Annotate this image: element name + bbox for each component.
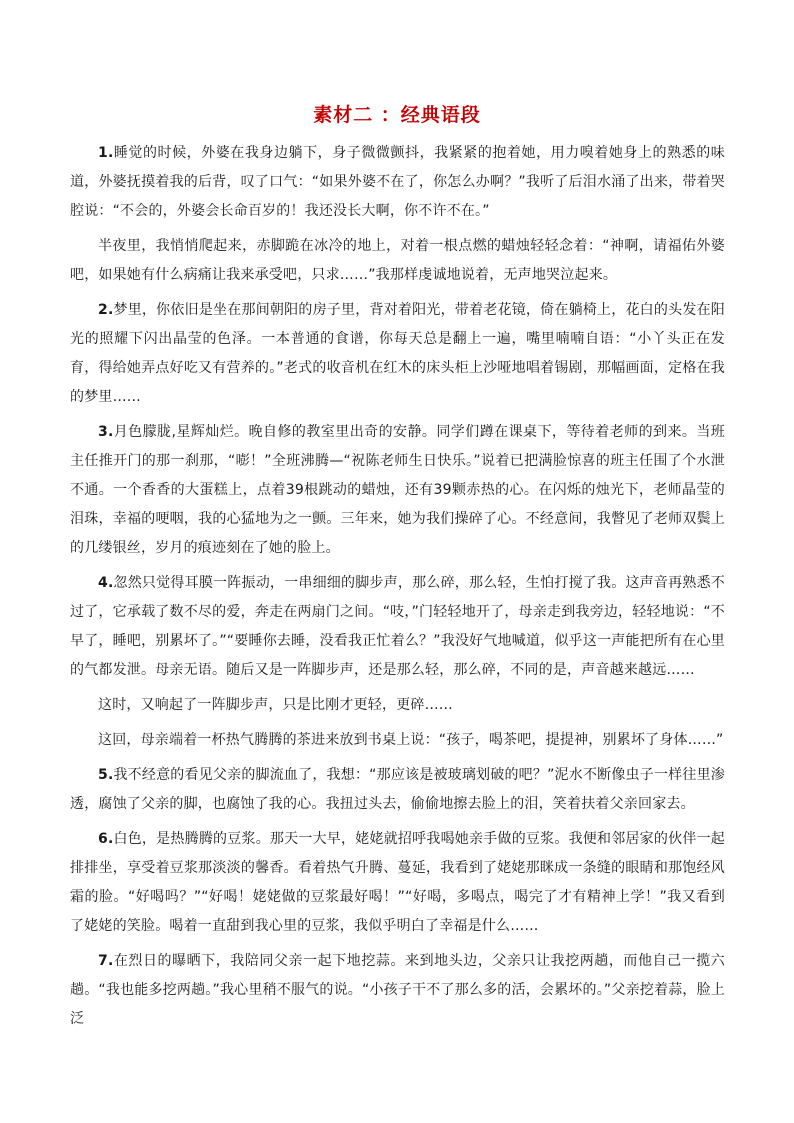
paragraph-text: 我不经意的看见父亲的脚流血了，我想：“那应该是被玻璃划破的吧？”泥水不断像虫子一样往里渗透，腐蚀了父亲的脚，也腐蚀了我的心。我扭过头去，偷偷地擦去脸上的泪，笑着扶着父亲回家去。: [70, 767, 725, 812]
paragraph-text: 忽然只觉得耳膜一阵振动，一串细细的脚步声，那么碎，那么轻，生怕打搅了我。这声音再熟悉不过了，它承载了数不尽的爱，奔走在两扇门之间。“吱，”门轻轻地开了，母亲走到我旁边，轻轻地说：“不早了，睡吧，别累坏了。”“要睡你去睡，没看我正忙着么？”我没好气地喊道，似乎这一声能把所有在心里的气都发泄。母亲无语。随后又是一阵脚步声，还是那么轻，那么碎，不同的是，声音越来越远……: [70, 575, 725, 678]
paragraph-1-continued: [70, 232, 725, 290]
paragraph-number: 3.: [98, 424, 114, 440]
paragraph-1: [70, 139, 725, 226]
paragraph-number: 7.: [98, 953, 114, 969]
paragraph-4-continued-b: [70, 726, 725, 755]
paragraph-5: [70, 761, 725, 819]
paragraph-text: 睡觉的时候，外婆在我身边躺下，身子微微颤抖，我紧紧的抱着她，用力嗅着她身上的熟悉的味道，外婆抚摸着我的后背，叹了口气：“如果外婆不在了，你怎么办啊？”我听了后泪水涌了出来，带着哭腔说：“不会的，外婆会长命百岁的！我还没长大啊，你不许不在。”: [70, 145, 725, 219]
paragraph-4-continued-a: [70, 691, 725, 720]
paragraph-text: 在烈日的曝晒下，我陪同父亲一起下地挖蒜。来到地头边，父亲只让我挖两趟，而他自己一揽六趟。“我也能多挖两趟。”我心里稍不服气的说。“小孩子干不了那么多的活，会累坏的。”父亲挖着蒜，脸上泛: [70, 953, 725, 1027]
paragraph-number: 2.: [98, 302, 114, 318]
paragraph-4: [70, 569, 725, 685]
paragraph-7: [70, 947, 725, 1034]
paragraph-6: [70, 825, 725, 941]
paragraph-text: 这时，又响起了一阵脚步声，只是比刚才更轻，更碎……: [98, 697, 453, 713]
paragraph-text: 白色，是热腾腾的豆浆。那天一大早，姥姥就招呼我喝她亲手做的豆浆。我便和邻居家的伙伴一起排排坐，享受着豆浆那淡淡的馨香。看着热气升腾、蔓延，我看到了姥姥那眯成一条缝的眼睛和那饱经风霜的脸。“好喝吗？”“好喝！姥姥做的豆浆最好喝！”“好喝，多喝点，喝完了才有精神上学！”我又看到了姥姥的笑脸。喝着一直甜到我心里的豆浆，我似乎明白了幸福是什么……: [70, 831, 725, 934]
paragraph-text: 月色朦胧,星辉灿烂。晚自修的教室里出奇的安静。同学们蹲在课桌下，等待着老师的到来。当班主任推开门的那一刹那，“嘭！”全班沸腾—“祝陈老师生日快乐。”说着已把满脸惊喜的班主任围了个水泄不通。一个香香的大蛋糕上，点着39根跳动的蜡烛，还有39颗赤热的心。在闪烁的烛光下，老师晶莹的泪珠，幸福的哽咽，我的心猛地为之一颤。三年来，她为我们操碎了心。不经意间，我瞥见了老师双鬓上的几缕银丝，岁月的痕迹刻在了她的脸上。: [70, 424, 725, 556]
paragraph-number: 5.: [98, 767, 114, 783]
page-title: 素材二 ：经典语段: [313, 104, 481, 126]
paragraph-2: [70, 296, 725, 412]
paragraph-number: 4.: [98, 575, 114, 591]
paragraph-number: 1.: [98, 145, 114, 161]
paragraph-text: 梦里，你依旧是坐在那间朝阳的房子里，背对着阳光，带着老花镜，倚在躺椅上，花白的头发在阳光的照耀下闪出晶莹的色泽。一本普通的食谱，你每天总是翻上一遍，嘴里喃喃自语：“小丫头正在发育，得给她弄点好吃又有营养的。”老式的收音机在红木的床头柜上沙哑地唱着锡剧，那幅画面，定格在我的梦里……: [70, 302, 725, 405]
document-body: [70, 139, 725, 1040]
paragraph-text: 这回，母亲端着一杯热气腾腾的茶进来放到书桌上说：“孩子，喝茶吧，提提神，别累坏了身体……”: [98, 732, 724, 748]
paragraph-number: 6.: [98, 831, 114, 847]
paragraph-text: 半夜里，我悄悄爬起来，赤脚跪在冰冷的地上，对着一根点燃的蜡烛轻轻念着：“神啊，请福佑外婆吧，如果她有什么病痛让我来承受吧，只求……”我那样虔诚地说着，无声地哭泣起来。: [70, 238, 725, 283]
paragraph-3: [70, 418, 725, 563]
